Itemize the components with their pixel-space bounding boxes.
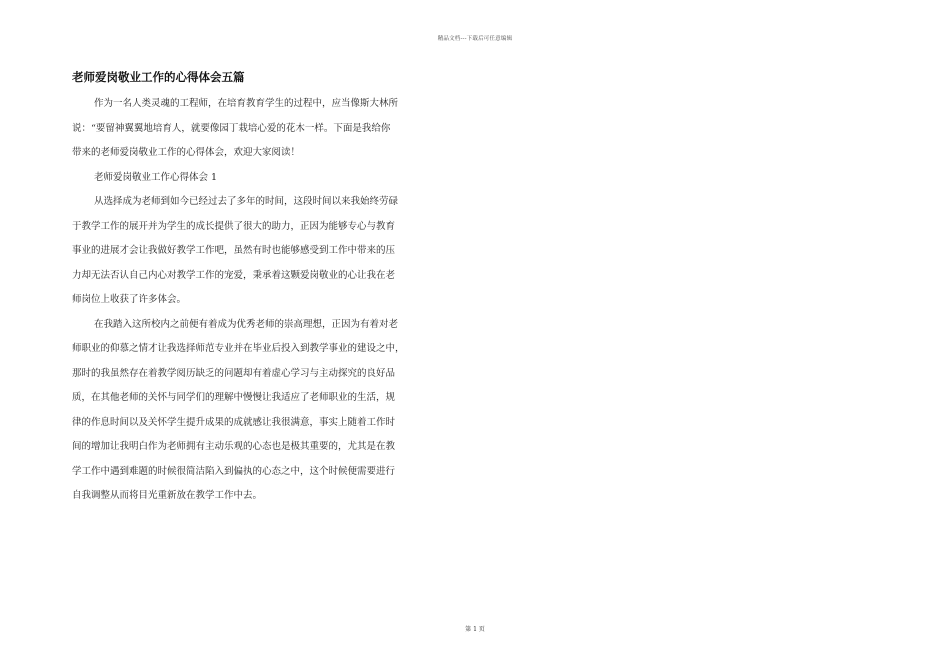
body-line: 于教学工作的展开并为学生的成长提供了很大的助力，正因为能够专心与教育 [72, 220, 396, 232]
section-heading: 老师爱岗敬业工作心得体会 1 [94, 171, 218, 183]
body-line: 自我调整从而将目光重新放在教学工作中去。 [72, 490, 263, 501]
body-line: 说：“要留神翼翼地培育人，就要像园丁栽培心爱的花木一样。下面是我给你 [72, 122, 391, 134]
body-line: 带来的老师爱岗敬业工作的心得体会，欢迎大家阅读！ [72, 147, 301, 158]
body-line: 学工作中遇到难题的时候很简洁陷入到偏执的心态之中，这个时候便需要进行 [72, 465, 396, 477]
page-number: 第 1 页 [465, 626, 485, 633]
body-line: 质，在其他老师的关怀与同学们的理解中慢慢让我适应了老师职业的生活，规 [72, 392, 396, 403]
body-line: 作为一名人类灵魂的工程师，在培育教育学生的过程中，应当像斯大林所 [94, 98, 399, 109]
page-header: 精品文档---下载后可任意编辑 [437, 36, 513, 42]
document-title: 老师爱岗敬业工作的心得体会五篇 [72, 70, 245, 84]
body-line: 师岗位上收获了许多体会。 [72, 294, 187, 305]
body-line: 力却无法否认自己内心对教学工作的宠爱，秉承着这颗爱岗敬业的心让我在老 [72, 269, 396, 281]
body-line: 从选择成为老师到如今已经过去了多年的时间，这段时间以来我始终劳碌 [94, 196, 399, 207]
body-line: 事业的进展才会让我做好教学工作吧，虽然有时也能够感受到工作中带来的压 [72, 245, 396, 256]
document-body [72, 92, 462, 509]
body-line: 律的作息时间以及关怀学生提升成果的成就感让我很满意，事实上随着工作时 [72, 416, 396, 428]
body-line: 在我踏入这所校内之前便有着成为优秀老师的崇高理想，正因为有着对老 [94, 318, 399, 330]
body-line: 间的增加让我明白作为老师拥有主动乐观的心态也是极其重要的，尤其是在教 [72, 441, 396, 452]
body-line: 师职业的仰慕之情才让我选择师范专业并在毕业后投入到教学事业的建设之中， [72, 343, 405, 354]
body-line: 那时的我虽然存在着教学阅历缺乏的问题却有着虚心学习与主动探究的良好品 [72, 367, 396, 379]
